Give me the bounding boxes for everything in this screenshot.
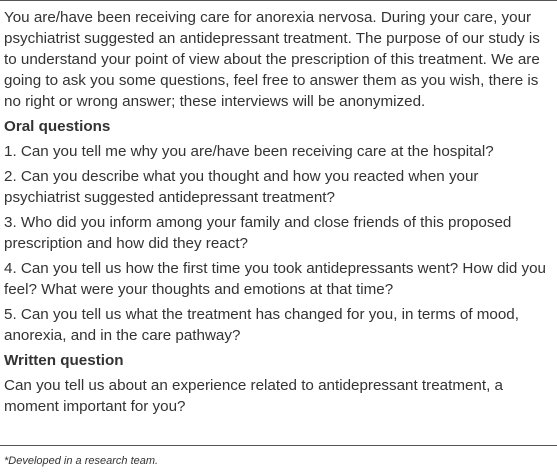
- table-top-rule: [0, 0, 557, 1]
- table-body: [4, 7, 553, 417]
- oral-question-4: 4. Can you tell us how the first time you took antidepressants went? How did you feel? What were your thoughts and emotions at that time?: [4, 260, 546, 298]
- table-bottom-rule: [0, 445, 557, 446]
- oral-question-5: 5. Can you tell us what the treatment has changed for you, in terms of mood, anorexia, and in the care pathway?: [4, 306, 519, 344]
- oral-question-3: 3. Who did you inform among your family and close friends of this proposed prescription and how did they react?: [4, 214, 512, 252]
- intro-paragraph: You are/have been receiving care for anorexia nervosa. During your care, your psychiatrist suggested an antidepressant treatment. The purpose of our study is to understand your point of view about the prescription of this treatment. We are going to ask you some questions, feel free to answer them as you wish, there is no right or wrong answer; these interviews will be anonymized.: [4, 9, 540, 110]
- table-footnote: *Developed in a research team.: [4, 455, 159, 467]
- oral-question-2: 2. Can you describe what you thought and how you reacted when your psychiatrist suggested antidepressant treatment?: [4, 168, 479, 206]
- oral-question-1: 1. Can you tell me why you are/have been receiving care at the hospital?: [4, 143, 494, 160]
- written-question: Can you tell us about an experience related to antidepressant treatment, a moment important for you?: [4, 377, 503, 415]
- written-question-heading: Written question: [4, 352, 124, 369]
- oral-questions-heading: Oral questions: [4, 118, 111, 135]
